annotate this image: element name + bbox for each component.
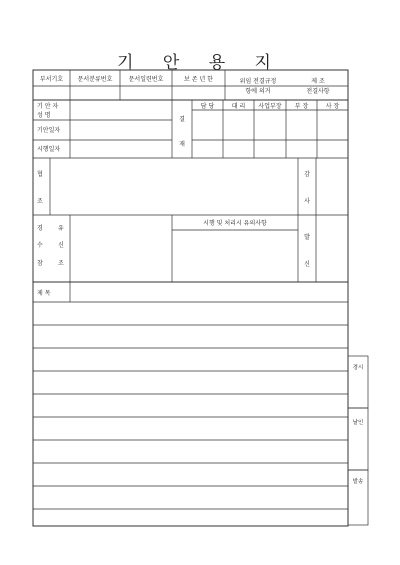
audit-label-char1: 감: [304, 171, 310, 178]
reference-label-char1: 참: [37, 260, 43, 267]
via-label-char1: 경: [37, 225, 43, 232]
dispatch-label-char1: 발: [304, 234, 310, 241]
draft-date-label: 기안일자: [37, 127, 61, 134]
retention-period-label: 보 존 년 한: [184, 76, 213, 83]
reference-label-char2: 조: [58, 260, 64, 267]
enforcement-notes-label: 시행 및 처리시 유의사항: [203, 220, 267, 227]
doc-class-number-label: 문서분류번호: [77, 76, 113, 83]
side-tab-document-number: 경시: [352, 365, 364, 371]
approval-col-staff: 담 당: [200, 103, 215, 110]
cooperation-label-char2: 조: [37, 198, 43, 205]
drafter-label-line1: 기 안 자: [37, 103, 59, 110]
decision-article-line2: 전결사항: [306, 88, 330, 95]
department-code-label: 부서기호: [39, 76, 64, 83]
delegation-rule-line1: 위임 전결규정: [239, 78, 277, 85]
side-tab-date: 날인: [352, 420, 364, 426]
form-title: 기 안 용 지: [117, 53, 283, 73]
audit-label-char2: 사: [304, 198, 310, 205]
side-tab-send: 발송: [352, 479, 364, 485]
drafter-label-line2: 성 명: [37, 112, 51, 119]
via-label-char2: 유: [58, 225, 64, 232]
subject-label: 제 목: [37, 290, 51, 297]
approval-side-label-top: 결: [179, 116, 185, 123]
recipient-label-char1: 수: [37, 242, 43, 249]
decision-article-line1: 제 조: [311, 78, 325, 85]
dispatch-label-char2: 신: [304, 261, 310, 268]
delegation-rule-line2: 항에 의거: [245, 88, 271, 95]
cooperation-label-char1: 협: [37, 171, 43, 178]
approval-col-division-head: 사업부장: [258, 103, 282, 110]
approval-col-president: 사 장: [325, 103, 340, 110]
approval-col-deputy: 대 리: [231, 103, 246, 110]
approval-col-manager: 부 장: [294, 103, 309, 110]
doc-serial-number-label: 문서일련번호: [128, 76, 164, 83]
enforce-date-label: 시행일자: [37, 146, 61, 153]
recipient-label-char2: 신: [58, 242, 64, 249]
approval-side-label-bottom: 재: [179, 141, 185, 148]
